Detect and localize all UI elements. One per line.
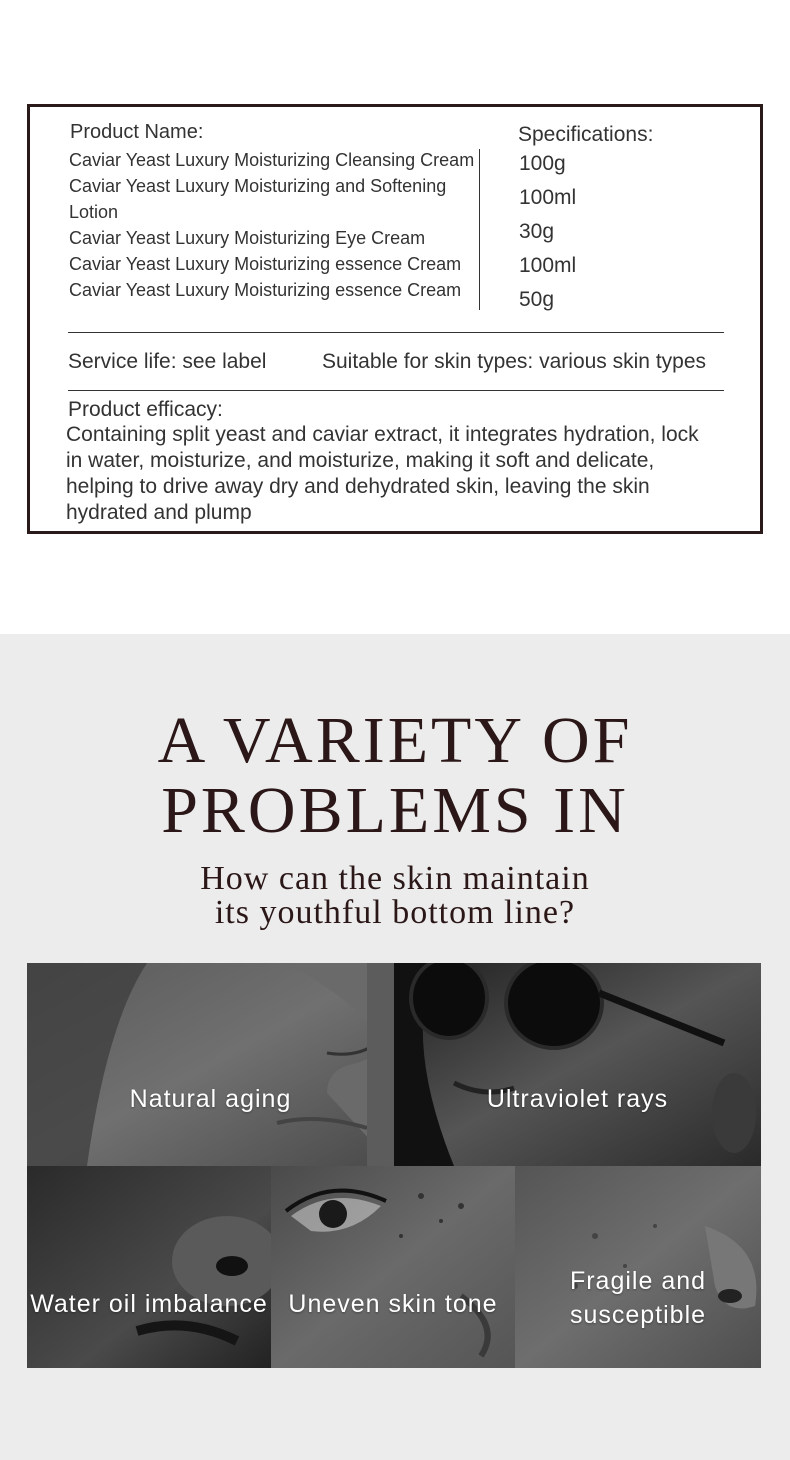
subheadline-line: How can the skin maintain [200, 860, 590, 897]
product-name-item: Caviar Yeast Luxury Moisturizing Cleansing Cream [69, 150, 475, 170]
specifications-list [519, 147, 576, 317]
spec-item: 100g [519, 152, 566, 175]
efficacy-title: Product efficacy: [68, 398, 223, 421]
product-spec-box [27, 104, 763, 534]
tile-ultraviolet-rays [394, 963, 761, 1166]
product-name-item: Caviar Yeast Luxury Moisturizing and Softening Lotion [69, 176, 447, 222]
spec-item: 50g [519, 288, 555, 311]
headline-line: PROBLEMS IN [161, 774, 629, 847]
efficacy-text: Containing split yeast and caviar extract, it integrates hydration, lock in water, moisturize, and moisturize, making it soft and delicate, helping to drive away dry and dehydrated skin, leaving the skin hydrated and plump [66, 423, 699, 524]
tile-fragile-susceptible [515, 1166, 761, 1368]
section-subheadline [0, 862, 790, 930]
tile-label: Natural aging [129, 1085, 292, 1113]
tile-natural-aging [27, 963, 394, 1166]
tile-label [515, 1264, 761, 1332]
section-headline [0, 706, 790, 846]
tile-water-oil-imbalance [27, 1166, 271, 1368]
skin-types: Suitable for skin types: various skin types [322, 350, 707, 373]
headline-line: A VARIETY OF [157, 704, 633, 777]
tile-uneven-skin-tone [271, 1166, 515, 1368]
nose-closeup-photo [27, 1166, 271, 1368]
spec-top [30, 107, 760, 334]
divider-line [68, 390, 724, 391]
eye-closeup-photo [271, 1166, 515, 1368]
product-name-list [69, 147, 479, 303]
tile-label: Water oil imbalance [30, 1290, 268, 1318]
product-name-title: Product Name: [70, 121, 204, 143]
spec-item: 100ml [519, 254, 577, 277]
service-life: Service life: see label [68, 350, 267, 373]
tile-label-line: susceptible [569, 1301, 707, 1329]
divider-line [68, 332, 724, 333]
tile-label-line: Fragile and [569, 1267, 707, 1295]
specifications-title: Specifications: [518, 123, 654, 146]
product-name-item: Caviar Yeast Luxury Moisturizing Eye Cream [69, 228, 426, 248]
product-name-item: Caviar Yeast Luxury Moisturizing essence Cream [69, 254, 462, 274]
spec-item: 30g [519, 220, 555, 243]
sunglasses-face-photo [394, 963, 761, 1166]
spec-item: 100ml [519, 186, 577, 209]
tile-label: Ultraviolet rays [486, 1085, 669, 1113]
subheadline-line: its youthful bottom line? [214, 894, 576, 931]
problems-section [0, 634, 790, 1460]
aging-face-photo [27, 963, 394, 1166]
product-name-item: Caviar Yeast Luxury Moisturizing essence Cream [69, 280, 462, 300]
vertical-divider [479, 149, 480, 310]
tile-label: Uneven skin tone [288, 1290, 498, 1318]
